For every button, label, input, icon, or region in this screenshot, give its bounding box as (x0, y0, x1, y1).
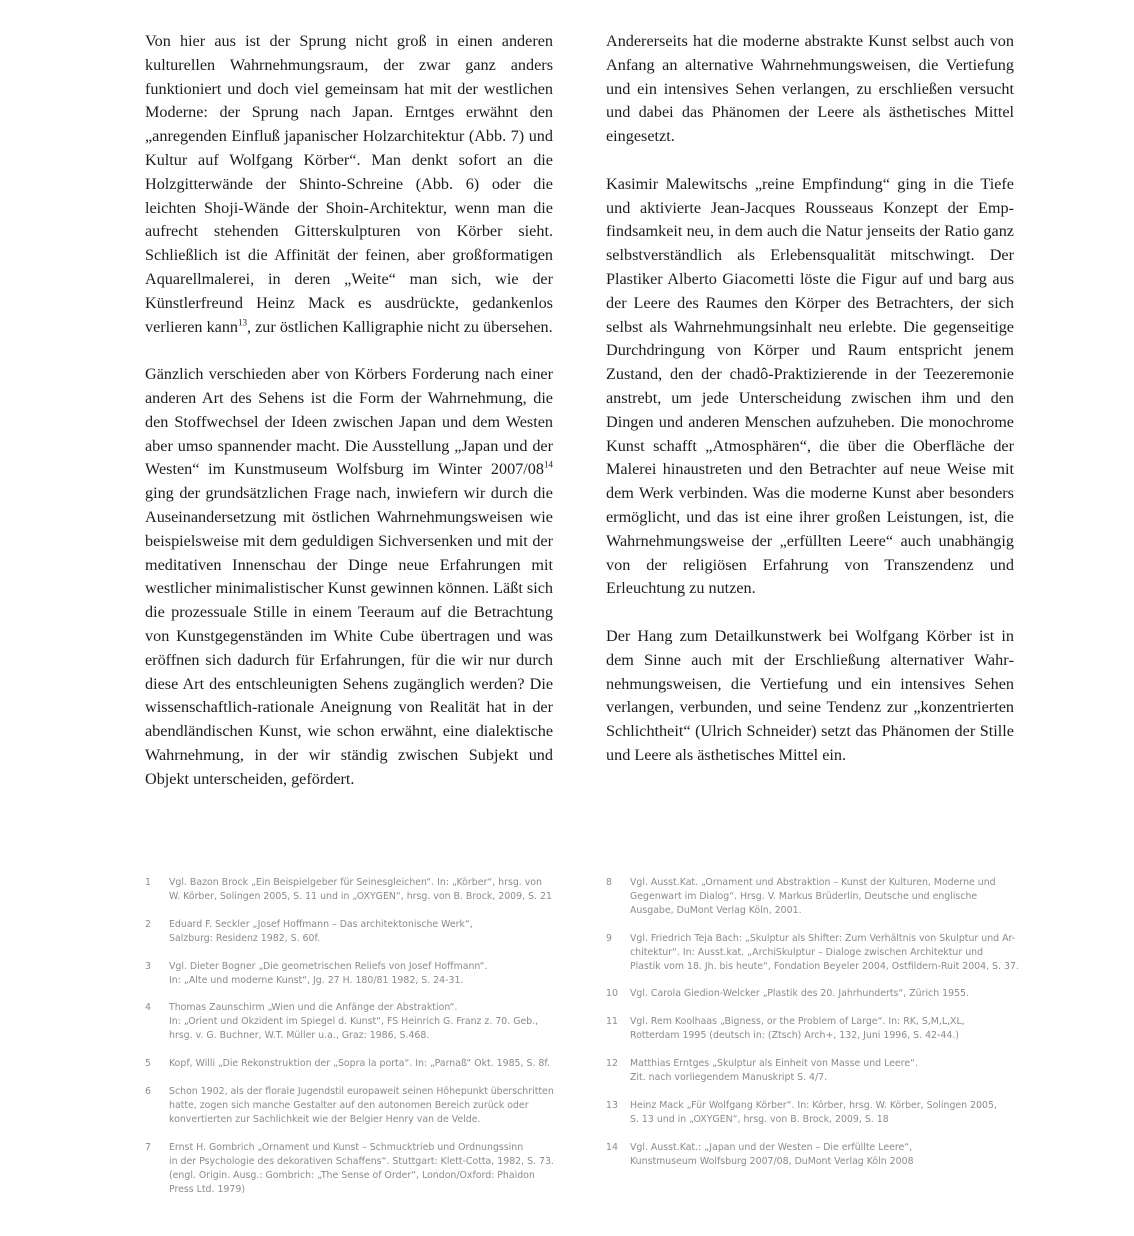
footnote-number: 2 (145, 918, 151, 930)
paragraph: Andererseits hat die moderne abstrakte Kunst selbst auch von Anfang an alternative Wahrnehmungsweisen, die Vertiefung und ein intensives Sehen verlangen, zu erschließen versucht und dabei das Phänomen der Leere als ästhetisches Mittel eingesetzt. (606, 32, 1014, 146)
paragraph (145, 30, 553, 339)
paragraph-text: ging der grundsätzlichen Frage nach, inwiefern wir durch die Auseinandersetzung mit östlichen Wahrnehmungsweisen wie beispielsweise mit dem geduldigen Sichversenken und mit der meditativen Innenschau der Dinge neue Erfahrungen mit westlicher minimalistischer Kunst gewinnen können. Läßt sich die prozessuale Stille in einem Teeraum auf die Betrachtung von Kunstgegenständen im White Cube übertragen und was eröffnen sich dadurch für Erfahrungen, für die wir nur durch diese Art des entschleunigten Sehens zugänglich werden? Die wissenschaftlich-rationale Aneignung von Realität hat in der abendländischen Kunst, wie schon erwähnt, eine dialektische Wahrnehmung, in der wir ständig zwischen Subjekt und Objekt unterscheiden, gefördert. (145, 484, 553, 788)
footnote-number: 5 (145, 1058, 151, 1070)
footnote (606, 932, 1026, 974)
right-text-column (606, 30, 1014, 792)
footnote-number: 4 (145, 1002, 151, 1014)
footnote-text: Vgl. Bazon Brock „Ein Beispielgeber für Seinesgleichen“. In: „Körber“, hrsg. von W. Körber, Solingen 2005, S. 11 und in „OXYGEN“, hrsg. von B. Brock, 2009, S. 21 (169, 877, 552, 902)
footnote-text: Ernst H. Gombrich „Ornament und Kunst – Schmucktrieb und Ordnungssinn in der Psychologie des dekorativen Schaffens“. Stuttgart: Klett-Cotta, 1982, S. 73. (engl. Origin. Ausg.: Gombrich: „The Sense of Order“, London/Oxford: Phaidon Press Ltd. 1979) (169, 1141, 554, 1195)
paragraph-text: Gänzlich verschieden aber von Körbers Forderung nach einer anderen Art des Sehens ist die Form der Wahrnehmung, die den Stoffwechsel der Ideen zwischen Japan und dem Westen aber umso spannender macht. Die Ausstellung „Japan und der Westen“ im Kunstmuseum Wolfsburg im Winter 2007/08 (145, 365, 553, 479)
footnote-number: 3 (145, 960, 151, 972)
footnote (145, 1141, 565, 1197)
footnote-text: Kopf, Willi „Die Rekonstruktion der „Sopra la porta“. In: „Parnaß“ Okt. 1985, S. 8f. (169, 1058, 550, 1070)
footnote-text: Eduard F. Seckler „Josef Hoffmann – Das architektonische Werk“, Salzburg: Residenz 1982, S. 60f. (169, 918, 473, 944)
footnotes-right (606, 876, 1026, 1183)
footnote (145, 1057, 565, 1071)
footnote-text: Heinz Mack „Für Wolfgang Körber“. In: Körber, hrsg. W. Körber, Solingen 2005, S. 13 und in „OXYGEN“, hrsg. von B. Brock, 2009, S. 18 (630, 1099, 997, 1125)
footnote-number: 6 (145, 1086, 151, 1098)
footnote-number: 13 (606, 1099, 618, 1111)
footnote-text: Thomas Zaunschirm „Wien und die Anfänge der Abstraktion“. In: „Orient und Okzident im Spiegel d. Kunst“, FS Heinrich G. Franz z. 70. Geb., hrsg. v. G. Buchner, W.T. Müller u.a., Graz: 1986, S.468. (169, 1002, 539, 1042)
footnote-reference: 13 (238, 317, 248, 328)
footnote (606, 1015, 1026, 1043)
paragraph-text: , zur östlichen Kalligraphie nicht zu übersehen. (247, 317, 553, 336)
footnote-number: 12 (606, 1058, 618, 1070)
footnote-number: 9 (606, 932, 612, 944)
paragraph-text: Von hier aus ist der Sprung nicht groß in einen anderen kulturellen Wahrnehmungsraum, der zwar ganz anders funktioniert und doch viel gemeinsam hat mit der westlichen Moderne: der Sprung nach Japan. Erntges erwähnt den „anregenden Einfluß japanischer Holzarchitektur (Abb. 7) und Kultur auf Wolfgang Körber“. Man denkt sofort an die Holzgitterwände der Shinto-Schreine (Abb. 6) oder die leichten Shoji-Wände der Shoin-Architektur, wenn man die aufrecht stehenden Gitterskulpturen von Körber sieht. Schließlich ist die Affinität der feinen, aber großformatigen Aquarellmalerei, in deren „Weite“ man sich, wie der Künstlerfreund Heinz Mack es ausdrückte, gedankenlos verlieren kann (145, 32, 553, 336)
footnote (606, 987, 1026, 1001)
footnote (145, 1085, 565, 1127)
footnote (606, 1141, 1026, 1169)
footnote (145, 918, 565, 946)
footnote (145, 876, 565, 904)
footnote-text: Matthias Erntges „Skulptur als Einheit von Masse und Leere“. Zit. nach vorliegendem Manuskript S. 4/7. (630, 1058, 918, 1084)
left-text-column (145, 30, 553, 815)
footnote (606, 1057, 1026, 1085)
footnotes-left (145, 876, 565, 1210)
footnote-number: 11 (606, 1016, 618, 1028)
footnote-text: Vgl. Ausst.Kat.: „Japan und der Westen – Die erfüllte Leere“, Kunstmuseum Wolfsburg 2007/08, DuMont Verlag Köln 2008 (630, 1141, 914, 1167)
footnote-text: Vgl. Rem Koolhaas „Bigness, or the Problem of Large“. In: RK, S,M,L,XL, Rotterdam 1995 (deutsch in: (Ztsch) Arch+, 132, Juni 1996, S. 42-44.) (630, 1016, 965, 1042)
footnote-number: 8 (606, 877, 612, 888)
paragraph: Der Hang zum Detailkunstwerk bei Wolfgang Körber ist in dem Sinne auch mit der Erschließung alternativer Wahrnehmungsweisen, die Vertiefung und ein intensives Sehen verlangen, verbunden, und seine Tendenz zur „konzentrierten Schlichtheit“ (Ulrich Schneider) setzt das Phänomen der Stille und Leere als ästhetisches Mittel ein. (606, 626, 1014, 764)
footnote-reference: 14 (544, 459, 553, 470)
footnote (606, 876, 1026, 918)
footnote-text: Vgl. Carola Giedion-Welcker „Plastik des 20. Jahrhunderts“, Zürich 1955. (630, 988, 969, 1000)
footnote-text: Vgl. Dieter Bogner „Die geometrischen Reliefs von Josef Hoffmann“. In: „Alte und moderne Kunst“, Jg. 27 H. 180/81 1982, S. 24-31. (169, 960, 488, 986)
footnote-number: 1 (145, 877, 151, 888)
footnote-text: Schon 1902, als der florale Jugendstil europaweit seinen Höhepunkt überschritten hatte, zogen sich manche Gestalter auf den autonomen Bereich zurück oder konvertierten zur Sachlichkeit wie der Belgier Henry van de Velde. (169, 1086, 554, 1125)
paragraph (145, 363, 553, 791)
footnote (145, 960, 565, 988)
footnote-text: Vgl. Friedrich Teja Bach: „Skulptur als Shifter: Zum Verhältnis von Skulptur und Ar- chitektur“. In: Ausst.kat. „ArchiSkulptur – Dialoge zwischen Architektur und Plastik vom 18. Jh. bis heute“, Fondation Beyeler 2004, Ostfildern-Ruit 2004, S. 37. (630, 932, 1019, 972)
footnote-number: 10 (606, 988, 618, 1000)
paragraph: Kasimir Malewitschs „reine Empfindung“ ging in die Tiefe und aktivierte Jean-Jacques Rousseaus Konzept der Empfindsamkeit neu, in dem auch die Natur jenseits der Ratio ganz selbstverständlich als Erlebensqualität mitschwingt. Der Plastiker Alberto Giacometti löste die Figur auf und barg aus der Leere des Raumes den Körper des Betrachters, der sich selbst als Wahrnehmungsinhalt neu erlebte. Die gegenseitige Durchdringung von Körper und Raum entspricht jenem Zustand, den der chadô-Praktizierende in der Teezeremonie anstrebt, um jede Unterscheidung zwischen ihm und den Dingen und anderen Menschen aufzuheben. Die monochrome Kunst schafft „Atmosphären“, die über die Oberfläche der Malerei hinaustreten und den Betrachter auf neue Weise mit dem Werk verbinden. Was die moderne Kunst aber besonders ermöglicht, und das ist eine ihrer großen Leistungen, ist, die Wahrnehmungsweise der „erfüllten Leere“ auch unabhängig von der religiösen Erfahrung von Transzendenz und Erleuchtung zu nutzen. (606, 174, 1014, 598)
footnote (606, 1099, 1026, 1127)
footnote-number: 7 (145, 1141, 151, 1153)
footnote-number: 14 (606, 1141, 618, 1153)
footnote-text: Vgl. Ausst.Kat. „Ornament und Abstraktion – Kunst der Kulturen, Moderne und Gegenwart im Dialog“. Hrsg. V. Markus Brüderlin, Deutsche und englische Ausgabe, DuMont Verlag Köln, 2001. (630, 877, 996, 916)
footnote (145, 1001, 565, 1043)
